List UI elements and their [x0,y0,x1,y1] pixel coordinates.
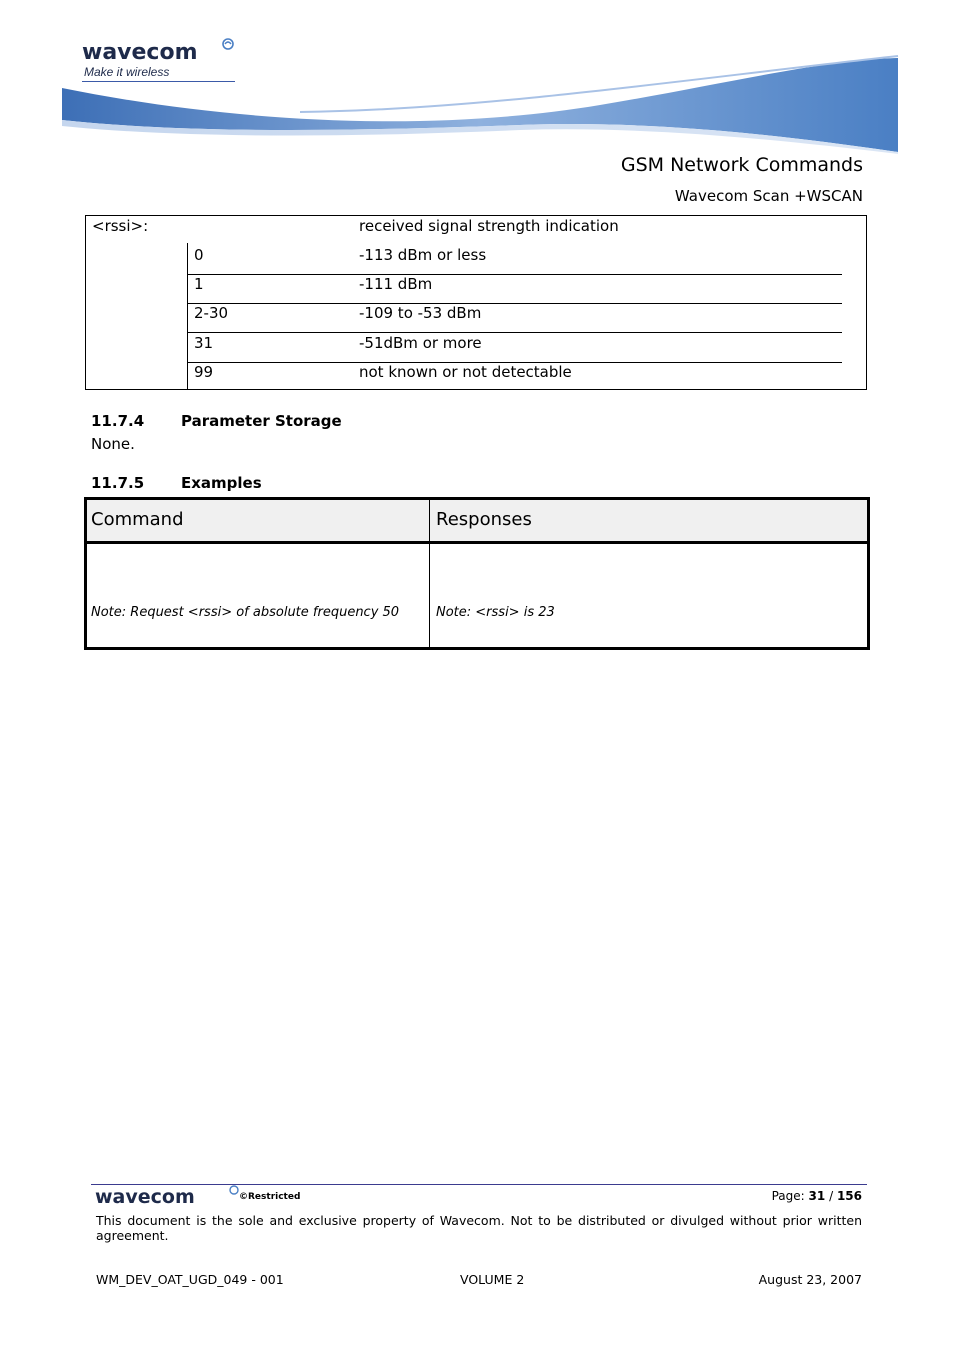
rssi-param-description: received signal strength indication [359,217,619,235]
page-title: GSM Network Commands [620,154,863,176]
rssi-param-name: <rssi>: [92,217,149,235]
column-header-command: Command [91,509,184,530]
rssi-value: -113 dBm or less [359,246,487,264]
logo-swirl-icon [222,38,234,50]
rssi-code: 0 [194,246,204,264]
examples-column-divider [429,500,430,647]
confidentiality-notice: This document is the sole and exclusive property of Wavecom. Not to be distributed or divulged without prior written agreement. [96,1213,862,1243]
section-number: 11.7.5 [91,474,145,492]
rssi-row-separator [187,332,842,333]
page-separator: / [829,1189,834,1203]
document-id: WM_DEV_OAT_UGD_049 - 001 [96,1272,284,1287]
rssi-value: -111 dBm [359,275,433,293]
rssi-row [187,334,842,363]
page-number [772,1189,862,1203]
wavecom-logo: wavecom [82,40,198,65]
page-current: 31 [808,1189,826,1203]
column-header-responses: Responses [436,509,532,530]
footer-rule [91,1184,867,1185]
footer-wavecom-logo: wavecom [95,1186,195,1208]
section-number: 11.7.4 [91,412,145,430]
examples-header-rule [87,541,867,544]
volume-label: VOLUME 2 [460,1272,525,1287]
rssi-row [187,304,842,333]
page-label: Page: [771,1189,805,1203]
logo-tagline: Make it wireless [84,65,170,79]
rssi-value: -51dBm or more [359,334,482,352]
command-note: Note: Request <rssi> of absolute frequency 50 [91,605,400,620]
header-wave-banner [0,50,954,160]
rssi-value: -109 to -53 dBm [359,304,482,322]
rssi-row [187,275,842,304]
section-body: None. [91,435,135,453]
rssi-value: not known or not detectable [359,363,572,381]
rssi-row [187,246,842,275]
footer-logo-swirl-icon [229,1185,239,1195]
restricted-label: ©Restricted [239,1192,301,1202]
rssi-code: 31 [194,334,214,352]
section-title: Examples [181,474,262,492]
response-note: Note: <rssi> is 23 [436,605,555,620]
document-date: August 23, 2007 [758,1272,862,1287]
section-title: Parameter Storage [181,412,342,430]
rssi-code: 99 [194,363,214,381]
rssi-row [187,363,842,392]
rssi-code: 1 [194,275,204,293]
rssi-code: 2-30 [194,304,229,322]
page-subtitle: Wavecom Scan +WSCAN [674,187,863,205]
page-total: 156 [836,1189,862,1203]
